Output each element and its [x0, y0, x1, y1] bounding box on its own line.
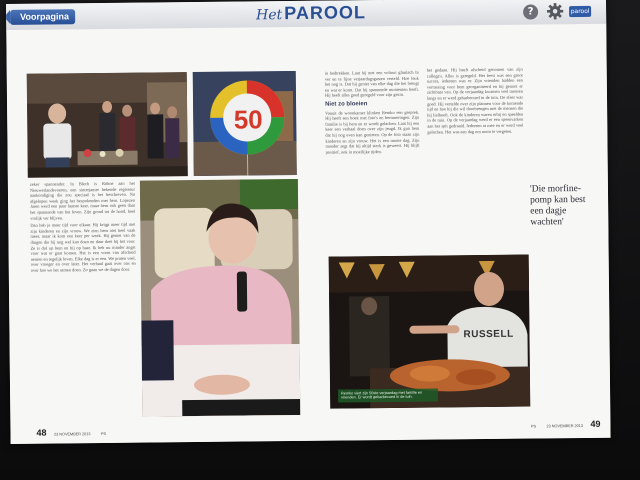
article-text-right: [427, 67, 525, 250]
article-subheading: Niet zo bloeien: [325, 101, 368, 108]
gear-icon[interactable]: [546, 2, 564, 20]
article-paragraph: in bedtrekken. Laat hij met een voltooi glimlach hi ver en te fijne verjaardagsgasten verteld. Hoe leuk het nog is. Dat hij geniet van elke dag die het brengt en wat er komt. Dat hij spannende momenten heeft. Hij heeft alles goed geregeld voor zijn gezin.: [324, 69, 419, 99]
footer-section-left: PS: [100, 431, 107, 437]
photo-caption: Remko viert zijn 50ste verjaardag met familie en vrienden. Er wordt gebarbecued in de tuin.: [338, 388, 438, 402]
article-paragraph: zeker spannender. In Blech is Röhne aan het Nieuwerlandevoeren, een sinterjamer bekende regisseur aankondiging die zou speciaal is het beschreven. Na afgelopen week ging het bespokenden met hem. Lopezen Jaren werd een paar laatste keer, maar hem ook geen daar het spannende van het leven. Zijn grond tot de hond, heel vrolijk ver blijven.: [29, 180, 136, 221]
footer-date-right: 23 NOVEMBER 2013: [546, 423, 584, 429]
help-icon[interactable]: ?: [523, 4, 538, 19]
newspaper-spread: [6, 24, 610, 444]
article-paragraph: Vanuit de woonkamer klinken Remko een gesprek. Hij heeft een boek met foto's en herinneringen. Zijn familie is bij hem en er wordt gelachen. Laat hij een keer een verhaal doen over zijn jeugd. Ik gun hem dat hij nog even kan genieten. Op de foto staan zijn kinderen en zijn vrouw. Het is een mooie dag. Zijn moeder zegt dat hij altijd sterk is geweest. Hij blijft positief, ook in moeilijke tijden.: [325, 109, 420, 155]
article-paragraph: Dan heb je meer tijd voor elkaar. Hij krijgt meer tijd met zijn kinderen en zijn vrouw. We zien hem niet heel vaak meer, maar ik kom een keer per week. Hij geniet van de dingen die hij nog wel kan doen en daar doet hij het voor. Ze is dol op hem en hij op haar. Ik heb nu minder angst voor wat er gaat komen. Het is een vorm van afscheid nemen en tegelijk leven. Elke dag is er een. We praten veel, over vroeger en over later. Het verhaal gaat over ons en over hoe we het samen doen. Zo gaan we de dagen door.: [30, 221, 136, 273]
footer-date-left: 23 NOVEMBER 2013: [53, 432, 91, 437]
tablet-screen: [6, 0, 611, 444]
back-button[interactable]: Voorpagina: [10, 9, 75, 25]
photo-woman-in-chair: [140, 179, 300, 417]
app-logo: [256, 2, 366, 24]
footer-section-right: PS: [530, 424, 537, 429]
page-footer-left: [36, 422, 109, 441]
page-footer-right: [528, 414, 601, 433]
page-number-right: 49: [590, 418, 601, 429]
article-text-left: [30, 181, 137, 417]
photo-party-group: [27, 72, 188, 178]
article-text-middle: [325, 70, 421, 251]
balloon-number: 50: [233, 104, 263, 135]
article-paragraph: het gedaan. Hij heeft afscheid genomen van zijn collega's. Alles is geregeld. Het feest was een groot succes, iedereen was er. Zijn vrienden hadden een verrassing voor hem georganiseerd en hij genoot er zichtbaar van. Op de verjaardag kwamen veel mensen langs en er werd gebarbecued in de tuin. De sfeer was goed. Hij vertelde over zijn plannen voor de komende tijd en hoe hij die wil doorbrengen met de mensen die hij liefheeft. Ook de kinderen waren erbij en speelden in de tuin. Op de verjaardag werd er een speenvarken aan het spit gedraaid. Iedereen at mee en er werd veel gelachen. Het was een dag om nooit te vergeten.: [426, 66, 524, 135]
shirt-print: RUSSELL: [463, 328, 514, 341]
logo-parool: PAROOL: [284, 2, 367, 24]
logo-het: Het: [256, 7, 283, 24]
photo-barbecue: [329, 255, 531, 409]
parool-menu-button[interactable]: parool: [569, 6, 591, 17]
page-number-left: 48: [36, 427, 47, 438]
pull-quote: 'Die morfine-pomp kan best een dagje wachten': [529, 183, 586, 228]
photo-balloon-50: [193, 71, 297, 176]
